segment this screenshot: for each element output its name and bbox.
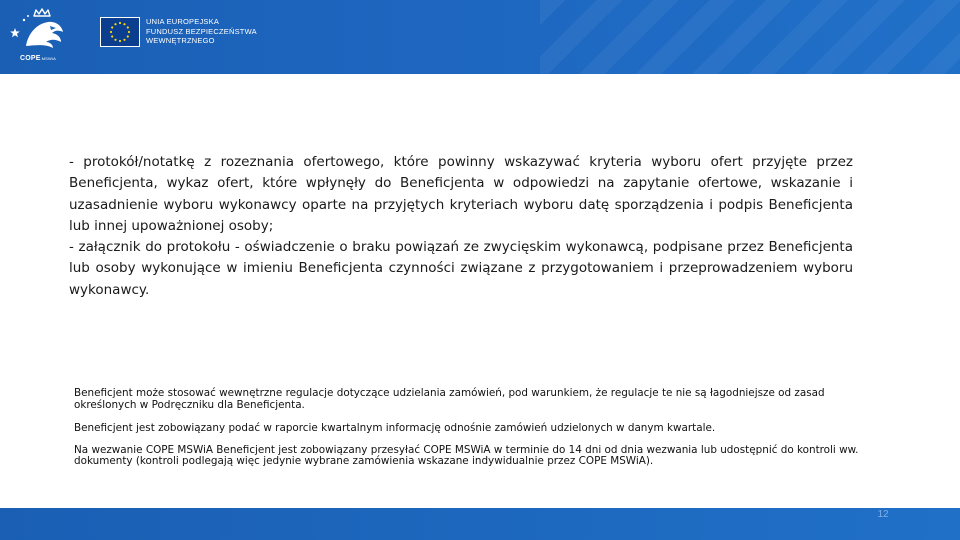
note-internal-regulations: Beneficjent może stosować wewnętrzne regulacje dotyczące udzielania zamówień, pod warunkiem, że regulacje te nie są łagodniejsze od zasad określonych w Podręczniku dla Beneficjenta. xyxy=(74,387,825,411)
page-number: 12 xyxy=(877,509,889,520)
eu-fund-label: UNIA EUROPEJSKA FUNDUSZ BEZPIECZEŃSTWA WEWNĘTRZNEGO xyxy=(146,17,257,45)
eu-stars-icon xyxy=(101,18,139,46)
header-decoration xyxy=(540,0,960,74)
paragraph-attachment: - załącznik do protokołu - oświadczenie o braku powiązań ze zwycięskim wykonawcą, podpisane przez Beneficjenta lub osoby wykonujące w imieniu Beneficjenta czynności związane z przygotowaniem i przeprowadzeniem wyboru wykonawcy. xyxy=(69,239,853,298)
eu-flag-icon xyxy=(100,17,140,47)
cope-logo-text: COPEMSWiA xyxy=(20,55,56,62)
footer-bar xyxy=(0,508,960,540)
notes-section xyxy=(74,388,888,478)
note-quarterly-report: Beneficjent jest zobowiązany podać w raporcie kwartalnym informację odnośnie zamówień udzielonych w danym kwartale. xyxy=(74,422,716,434)
note-cope-request: Na wezwanie COPE MSWiA Beneficjent jest zobowiązany przesyłać COPE MSWiA w terminie do 14 dni od dnia wezwania lub udostępnić do kontroli ww. dokumenty (kontroli podlegają więc jedynie wybrane zamówienia wskazane indywidualnie przez COPE MSWiA). xyxy=(74,443,859,467)
header-bar xyxy=(0,0,960,74)
paragraph-protocol: - protokół/notatkę z rozeznania ofertowego, które powinny wskazywać kryteria wyboru ofert przyjęte przez Beneficjenta, wykaz ofert, które wpłynęły do Beneficjenta w odpowiedzi na zapytanie ofertowe, wskazanie i uzasadnienie wyboru wykonawcy oparte na przyjętych kryteriach wyboru datę sporządzenia i podpis Beneficjenta lub innej upoważnionej osoby; xyxy=(69,154,853,234)
main-content xyxy=(69,152,853,301)
